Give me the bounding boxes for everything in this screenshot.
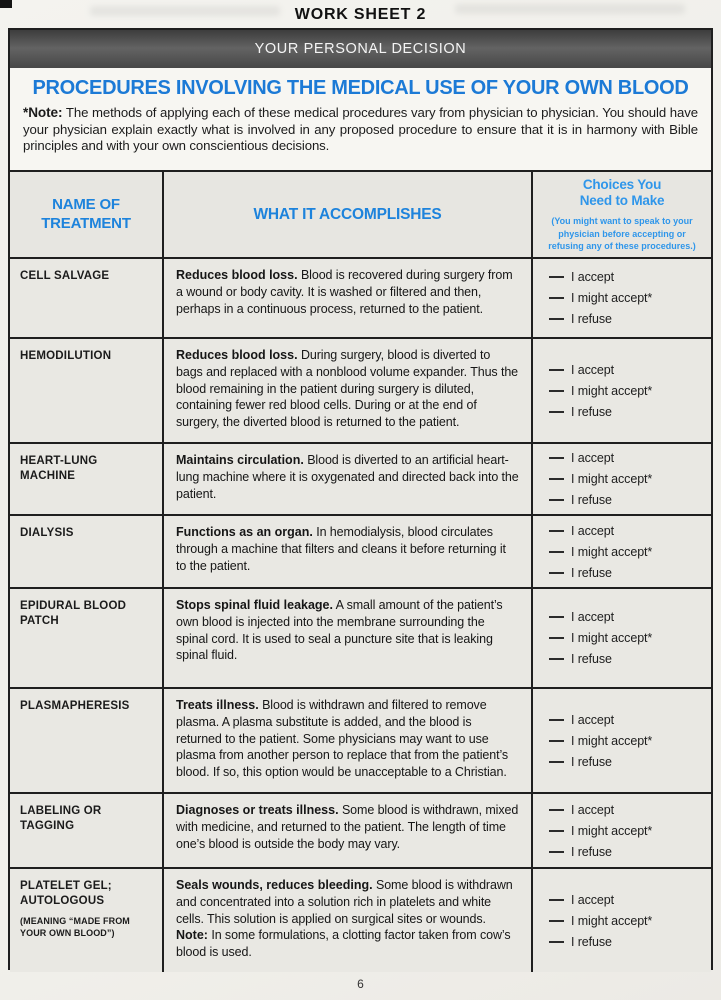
- choice-refuse[interactable]: I refuse: [549, 755, 711, 769]
- choices-cell: [533, 259, 711, 337]
- fill-in-blank[interactable]: [549, 920, 564, 922]
- choice-refuse[interactable]: I refuse: [549, 935, 711, 949]
- choice-accept[interactable]: I accept: [549, 713, 711, 727]
- choice-might-accept[interactable]: I might accept*: [549, 472, 711, 486]
- page-number: 6: [357, 977, 364, 991]
- fill-in-blank[interactable]: [549, 499, 564, 501]
- fill-in-blank[interactable]: [549, 530, 564, 532]
- choice-might-accept[interactable]: I might accept*: [549, 734, 711, 748]
- page-title: WORK SHEET 2: [294, 6, 427, 23]
- choice-might-accept[interactable]: I might accept*: [549, 545, 711, 559]
- header-name-of-treatment: NAME OF TREATMENT: [10, 172, 164, 257]
- accomplishes-cell: Reduces blood loss. During surgery, blood is diverted to bags and replaced with a nonblood volume expander. Thus the blood remaining in the patient during surgery is diluted, containing fewer red blood cells. During or at the end of surgery, the diverted blood is returned to the patient.: [164, 339, 533, 442]
- choice-might-accept[interactable]: I might accept*: [549, 914, 711, 928]
- fill-in-blank[interactable]: [549, 740, 564, 742]
- treatment-name-cell: PLATELET GEL; AUTOLOGOUS (MEANING “MADE FROM YOUR OWN BLOOD”): [10, 869, 164, 972]
- header-choices: Choices You Need to Make (You might want to speak to your physician before accepting or refusing any of these procedures.): [548, 177, 696, 251]
- choices-cell: [533, 339, 711, 442]
- accomplishes-cell: Diagnoses or treats illness. Some blood is withdrawn, mixed with medicine, and returned to the patient. The length of time one’s blood is outside the body may vary.: [164, 794, 533, 867]
- table-row-hemodilution: [10, 337, 711, 442]
- fill-in-blank[interactable]: [549, 276, 564, 278]
- fill-in-blank[interactable]: [549, 390, 564, 392]
- choice-might-accept[interactable]: I might accept*: [549, 824, 711, 838]
- fill-in-blank[interactable]: [549, 899, 564, 901]
- choice-refuse[interactable]: I refuse: [549, 845, 711, 859]
- fill-in-blank[interactable]: [549, 719, 564, 721]
- choices-cell: [533, 444, 711, 514]
- worksheet-note: [23, 104, 698, 155]
- accomplishes-cell: Seals wounds, reduces bleeding. Some blood is withdrawn and concentrated into a solution rich in platelets and white cells. This solution is applied on surgical sites or wounds. Note: In some formulations, a clotting factor taken from cow’s blood is used.: [164, 869, 533, 972]
- choice-might-accept[interactable]: I might accept*: [549, 384, 711, 398]
- accomplishes-cell: Reduces blood loss. Blood is recovered during surgery from a wound or body cavity. It is washed or filtered and then, perhaps in a continuous process, returned to the patient.: [164, 259, 533, 337]
- choices-cell: [533, 689, 711, 792]
- table-row-heart-lung-machine: [10, 442, 711, 514]
- choices-cell: [533, 794, 711, 867]
- choice-accept[interactable]: I accept: [549, 451, 711, 465]
- procedures-table: [10, 170, 711, 972]
- choice-refuse[interactable]: I refuse: [549, 566, 711, 580]
- accomplishes-cell: Functions as an organ. In hemodialysis, blood circulates through a machine that filters and cleans it before returning it to the patient.: [164, 516, 533, 587]
- table-row-epidural-blood-patch: [10, 587, 711, 687]
- fill-in-blank[interactable]: [549, 369, 564, 371]
- table-header-row: [10, 172, 711, 257]
- choice-refuse[interactable]: I refuse: [549, 652, 711, 666]
- choice-accept[interactable]: I accept: [549, 893, 711, 907]
- fill-in-blank[interactable]: [549, 941, 564, 943]
- choice-refuse[interactable]: I refuse: [549, 493, 711, 507]
- choice-refuse[interactable]: I refuse: [549, 405, 711, 419]
- choices-cell: [533, 589, 711, 687]
- choice-accept[interactable]: I accept: [549, 270, 711, 284]
- section-banner-label: YOUR PERSONAL DECISION: [254, 41, 467, 57]
- choice-accept[interactable]: I accept: [549, 610, 711, 624]
- treatment-name-cell: DIALYSIS: [10, 516, 164, 587]
- worksheet-box: [8, 28, 713, 970]
- fill-in-blank[interactable]: [549, 851, 564, 853]
- note-label: *Note:: [23, 105, 63, 120]
- fill-in-blank[interactable]: [549, 318, 564, 320]
- worksheet-heading: PROCEDURES INVOLVING THE MEDICAL USE OF YOUR OWN BLOOD: [32, 77, 689, 99]
- choice-accept[interactable]: I accept: [549, 803, 711, 817]
- choices-cell: [533, 869, 711, 972]
- choice-accept[interactable]: I accept: [549, 524, 711, 538]
- table-row-dialysis: [10, 514, 711, 587]
- table-row-plasmapheresis: [10, 687, 711, 792]
- accomplishes-cell: Maintains circulation. Blood is diverted to an artificial heart-lung machine where it is oxygenated and directed back into the patient.: [164, 444, 533, 514]
- fill-in-blank[interactable]: [549, 457, 564, 459]
- fill-in-blank[interactable]: [549, 830, 564, 832]
- fill-in-blank[interactable]: [549, 658, 564, 660]
- note-text: The methods of applying each of these medical procedures vary from physician to physician. You should have your physician explain exactly what is involved in any proposed procedure to ensure that it is in harmony with Bible principles and with your own conscientious decisions.: [23, 105, 698, 154]
- choice-might-accept[interactable]: I might accept*: [549, 291, 711, 305]
- fill-in-blank[interactable]: [549, 761, 564, 763]
- fill-in-blank[interactable]: [549, 478, 564, 480]
- table-row-cell-salvage: [10, 257, 711, 337]
- fill-in-blank[interactable]: [549, 637, 564, 639]
- fill-in-blank[interactable]: [549, 809, 564, 811]
- table-row-platelet-gel: [10, 867, 711, 972]
- header-what-it-accomplishes: WHAT IT ACCOMPLISHES: [164, 172, 533, 257]
- table-row-labeling-or-tagging: [10, 792, 711, 867]
- accomplishes-cell: Treats illness. Blood is withdrawn and filtered to remove plasma. A plasma substitute is added, and the blood is returned to the patient. Some physicians may want to use plasma from another person to replace that from the patient’s blood. If so, this option would be unacceptable to a Christian.: [164, 689, 533, 792]
- section-banner: [10, 30, 711, 68]
- treatment-name-cell: PLASMAPHERESIS: [10, 689, 164, 792]
- fill-in-blank[interactable]: [549, 297, 564, 299]
- fill-in-blank[interactable]: [549, 572, 564, 574]
- fill-in-blank[interactable]: [549, 411, 564, 413]
- choice-accept[interactable]: I accept: [549, 363, 711, 377]
- choice-might-accept[interactable]: I might accept*: [549, 631, 711, 645]
- treatment-name-cell: HEART-LUNG MACHINE: [10, 444, 164, 514]
- treatment-name-cell: LABELING OR TAGGING: [10, 794, 164, 867]
- choices-cell: [533, 516, 711, 587]
- fill-in-blank[interactable]: [549, 551, 564, 553]
- treatment-name-cell: HEMODILUTION: [10, 339, 164, 442]
- fill-in-blank[interactable]: [549, 616, 564, 618]
- treatment-name-cell: EPIDURAL BLOOD PATCH: [10, 589, 164, 687]
- choice-refuse[interactable]: I refuse: [549, 312, 711, 326]
- accomplishes-cell: Stops spinal fluid leakage. A small amount of the patient’s own blood is injected into the membrane surrounding the spinal cord. It is used to seal a puncture site that is leaking spinal fluid.: [164, 589, 533, 687]
- intro-section: [10, 68, 711, 170]
- treatment-name-cell: CELL SALVAGE: [10, 259, 164, 337]
